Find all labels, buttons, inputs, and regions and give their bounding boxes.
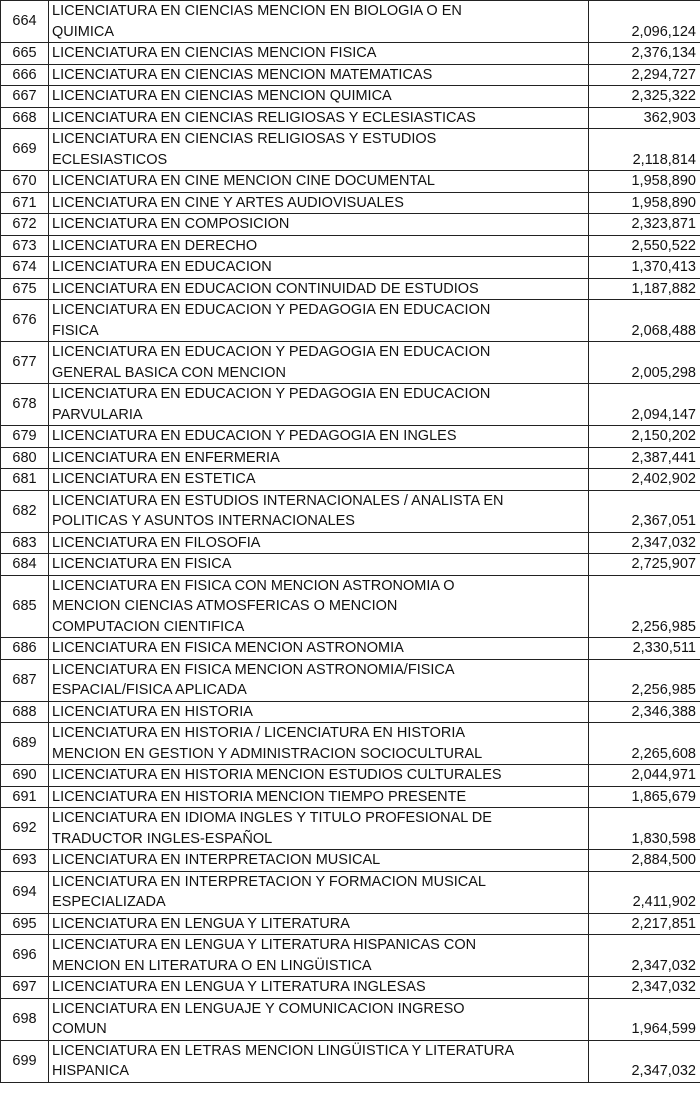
row-number: 676: [1, 300, 49, 342]
program-value: 2,150,202: [589, 426, 700, 448]
program-name: LICENCIATURA EN FISICA MENCION ASTRONOMIA/FISICA ESPACIAL/FISICA APLICADA: [49, 659, 589, 701]
table-row: [1, 998, 700, 1040]
program-value: 2,347,032: [589, 977, 700, 999]
program-value: 2,325,322: [589, 86, 700, 108]
row-number: 669: [1, 129, 49, 171]
table-row: [1, 765, 700, 787]
program-value: 2,330,511: [589, 638, 700, 660]
table-row: [1, 575, 700, 638]
table-row: [1, 426, 700, 448]
program-name: LICENCIATURA EN CINE MENCION CINE DOCUMENTAL: [49, 171, 589, 193]
row-number: 699: [1, 1040, 49, 1082]
program-name: LICENCIATURA EN LENGUA Y LITERATURA HISPANICAS CON MENCION EN LITERATURA O EN LINGÜISTICA: [49, 935, 589, 977]
row-number: 677: [1, 342, 49, 384]
row-number: 665: [1, 43, 49, 65]
row-number: 698: [1, 998, 49, 1040]
table-row: [1, 638, 700, 660]
row-number: 672: [1, 214, 49, 236]
program-name: LICENCIATURA EN LETRAS MENCION LINGÜISTICA Y LITERATURA HISPANICA: [49, 1040, 589, 1082]
program-name: LICENCIATURA EN HISTORIA: [49, 701, 589, 723]
program-value: 2,256,985: [589, 575, 700, 638]
program-value: 2,094,147: [589, 384, 700, 426]
table-row: [1, 171, 700, 193]
table-row: [1, 107, 700, 129]
program-value: 1,187,882: [589, 278, 700, 300]
program-value: 1,865,679: [589, 786, 700, 808]
row-number: 693: [1, 850, 49, 872]
table-row: [1, 129, 700, 171]
program-name: LICENCIATURA EN CIENCIAS RELIGIOSAS Y ESTUDIOS ECLESIASTICOS: [49, 129, 589, 171]
program-value: 2,347,032: [589, 1040, 700, 1082]
program-value: 2,347,032: [589, 532, 700, 554]
program-value: 2,005,298: [589, 342, 700, 384]
program-name: LICENCIATURA EN COMPOSICION: [49, 214, 589, 236]
table-row: [1, 490, 700, 532]
program-name: LICENCIATURA EN IDIOMA INGLES Y TITULO PROFESIONAL DE TRADUCTOR INGLES-ESPAÑOL: [49, 808, 589, 850]
program-name: LICENCIATURA EN LENGUA Y LITERATURA INGLESAS: [49, 977, 589, 999]
program-name: LICENCIATURA EN FISICA: [49, 554, 589, 576]
row-number: 689: [1, 723, 49, 765]
row-number: 690: [1, 765, 49, 787]
row-number: 682: [1, 490, 49, 532]
program-value: 2,044,971: [589, 765, 700, 787]
program-name: LICENCIATURA EN HISTORIA / LICENCIATURA EN HISTORIA MENCION EN GESTION Y ADMINISTRACION SOCIOCULTURAL: [49, 723, 589, 765]
program-value: 1,370,413: [589, 257, 700, 279]
program-name: LICENCIATURA EN CIENCIAS MENCION EN BIOLOGIA O EN QUIMICA: [49, 1, 589, 43]
program-value: 2,118,814: [589, 129, 700, 171]
table-row: [1, 913, 700, 935]
program-name: LICENCIATURA EN HISTORIA MENCION TIEMPO PRESENTE: [49, 786, 589, 808]
row-number: 667: [1, 86, 49, 108]
program-name: LICENCIATURA EN ENFERMERIA: [49, 447, 589, 469]
program-value: 2,265,608: [589, 723, 700, 765]
program-name: LICENCIATURA EN CIENCIAS MENCION MATEMATICAS: [49, 64, 589, 86]
program-value: 2,347,032: [589, 935, 700, 977]
table-row: [1, 469, 700, 491]
row-number: 675: [1, 278, 49, 300]
row-number: 686: [1, 638, 49, 660]
program-value: 2,346,388: [589, 701, 700, 723]
row-number: 674: [1, 257, 49, 279]
program-name: LICENCIATURA EN LENGUA Y LITERATURA: [49, 913, 589, 935]
program-value: 2,294,727: [589, 64, 700, 86]
program-value: 2,323,871: [589, 214, 700, 236]
row-number: 666: [1, 64, 49, 86]
row-number: 673: [1, 235, 49, 257]
table-row: [1, 723, 700, 765]
row-number: 664: [1, 1, 49, 43]
table-row: [1, 935, 700, 977]
table-row: [1, 86, 700, 108]
program-name: LICENCIATURA EN HISTORIA MENCION ESTUDIOS CULTURALES: [49, 765, 589, 787]
program-value: 2,376,134: [589, 43, 700, 65]
row-number: 679: [1, 426, 49, 448]
table-row: [1, 1, 700, 43]
program-value: 2,884,500: [589, 850, 700, 872]
program-name: LICENCIATURA EN CIENCIAS MENCION QUIMICA: [49, 86, 589, 108]
table-row: [1, 808, 700, 850]
row-number: 687: [1, 659, 49, 701]
program-value: 2,096,124: [589, 1, 700, 43]
row-number: 691: [1, 786, 49, 808]
program-name: LICENCIATURA EN EDUCACION CONTINUIDAD DE ESTUDIOS: [49, 278, 589, 300]
table-row: [1, 384, 700, 426]
program-value: 2,550,522: [589, 235, 700, 257]
program-value: 2,256,985: [589, 659, 700, 701]
row-number: 671: [1, 192, 49, 214]
row-number: 697: [1, 977, 49, 999]
table-row: [1, 278, 700, 300]
table-row: [1, 659, 700, 701]
program-name: LICENCIATURA EN DERECHO: [49, 235, 589, 257]
program-name: LICENCIATURA EN CIENCIAS MENCION FISICA: [49, 43, 589, 65]
row-number: 681: [1, 469, 49, 491]
program-name: LICENCIATURA EN EDUCACION: [49, 257, 589, 279]
table-row: [1, 977, 700, 999]
program-value: 2,217,851: [589, 913, 700, 935]
row-number: 696: [1, 935, 49, 977]
row-number: 680: [1, 447, 49, 469]
table-row: [1, 342, 700, 384]
program-value: 1,958,890: [589, 171, 700, 193]
program-name: LICENCIATURA EN INTERPRETACION Y FORMACION MUSICAL ESPECIALIZADA: [49, 871, 589, 913]
program-value: 2,367,051: [589, 490, 700, 532]
table-row: [1, 64, 700, 86]
row-number: 684: [1, 554, 49, 576]
table-row: [1, 532, 700, 554]
program-name: LICENCIATURA EN CIENCIAS RELIGIOSAS Y ECLESIASTICAS: [49, 107, 589, 129]
program-name: LICENCIATURA EN LENGUAJE Y COMUNICACION INGRESO COMUN: [49, 998, 589, 1040]
row-number: 685: [1, 575, 49, 638]
program-value: 2,402,902: [589, 469, 700, 491]
program-name: LICENCIATURA EN ESTUDIOS INTERNACIONALES / ANALISTA EN POLITICAS Y ASUNTOS INTERNACIONALES: [49, 490, 589, 532]
table-row: [1, 786, 700, 808]
row-number: 670: [1, 171, 49, 193]
program-value: 1,958,890: [589, 192, 700, 214]
program-name: LICENCIATURA EN ESTETICA: [49, 469, 589, 491]
row-number: 695: [1, 913, 49, 935]
table-row: [1, 43, 700, 65]
table-row: [1, 554, 700, 576]
program-name: LICENCIATURA EN EDUCACION Y PEDAGOGIA EN EDUCACION FISICA: [49, 300, 589, 342]
program-name: LICENCIATURA EN EDUCACION Y PEDAGOGIA EN EDUCACION GENERAL BASICA CON MENCION: [49, 342, 589, 384]
program-name: LICENCIATURA EN INTERPRETACION MUSICAL: [49, 850, 589, 872]
table-row: [1, 871, 700, 913]
program-value: 362,903: [589, 107, 700, 129]
program-value: 2,068,488: [589, 300, 700, 342]
program-name: LICENCIATURA EN FISICA CON MENCION ASTRONOMIA O MENCION CIENCIAS ATMOSFERICAS O MENCION COMPUTACION CIENTIFICA: [49, 575, 589, 638]
table-row: [1, 300, 700, 342]
program-value: 2,725,907: [589, 554, 700, 576]
row-number: 688: [1, 701, 49, 723]
row-number: 694: [1, 871, 49, 913]
table-body: [1, 1, 700, 1083]
program-name: LICENCIATURA EN EDUCACION Y PEDAGOGIA EN EDUCACION PARVULARIA: [49, 384, 589, 426]
table-row: [1, 1040, 700, 1082]
row-number: 668: [1, 107, 49, 129]
table-row: [1, 447, 700, 469]
table-row: [1, 850, 700, 872]
row-number: 692: [1, 808, 49, 850]
program-value: 2,387,441: [589, 447, 700, 469]
table-row: [1, 235, 700, 257]
table-row: [1, 257, 700, 279]
program-name: LICENCIATURA EN FISICA MENCION ASTRONOMIA: [49, 638, 589, 660]
row-number: 683: [1, 532, 49, 554]
table-row: [1, 701, 700, 723]
program-name: LICENCIATURA EN CINE Y ARTES AUDIOVISUALES: [49, 192, 589, 214]
row-number: 678: [1, 384, 49, 426]
program-value: 2,411,902: [589, 871, 700, 913]
program-value: 1,830,598: [589, 808, 700, 850]
table-row: [1, 214, 700, 236]
program-name: LICENCIATURA EN FILOSOFIA: [49, 532, 589, 554]
program-name: LICENCIATURA EN EDUCACION Y PEDAGOGIA EN INGLES: [49, 426, 589, 448]
table-row: [1, 192, 700, 214]
program-value: 1,964,599: [589, 998, 700, 1040]
